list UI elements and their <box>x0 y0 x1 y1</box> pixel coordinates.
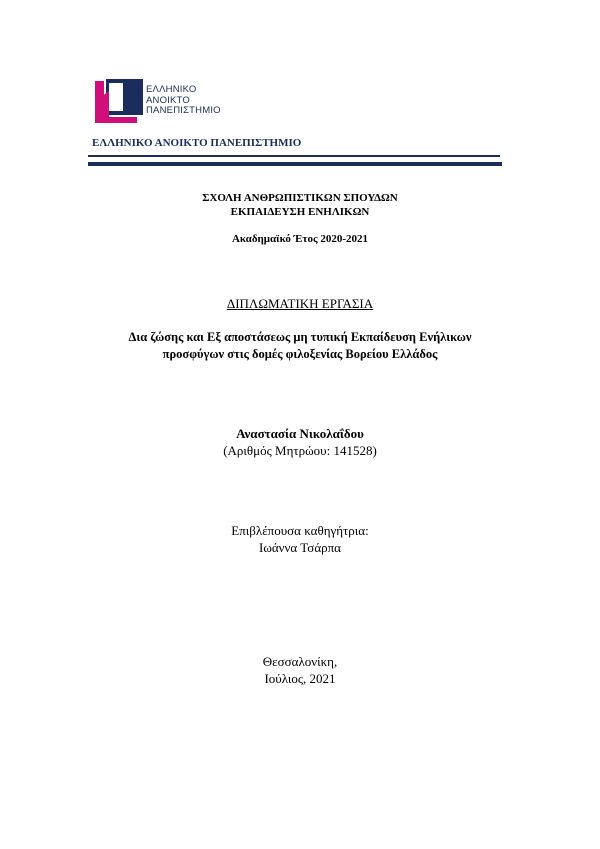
eap-logo-icon <box>95 77 145 125</box>
thesis-title-line-1: Δια ζώσης και Εξ αποστάσεως μη τυπική Εκπαίδευση Ενήλικων <box>128 330 472 344</box>
header-divider-thick <box>88 162 502 166</box>
supervisor-label: Επιβλέπουσα καθηγήτρια: <box>231 523 369 538</box>
author-name: Αναστασία Νικολαΐδου <box>236 426 364 441</box>
logo-line-2: ΑΝΟΙΚΤΟ <box>146 94 190 106</box>
academic-year: Ακαδημαϊκό Έτος 2020-2021 <box>231 233 369 245</box>
logo-wordmark <box>146 85 221 117</box>
logo-line-3: ΠΑΝΕΠΙΣΤΗΜΙΟ <box>146 105 221 116</box>
program-name: ΕΚΠΑΙΔΕΥΣΗ ΕΝΗΛΙΚΩΝ <box>230 206 370 218</box>
logo-line-1: ΕΛΛΗΝΙΚΟ <box>146 84 197 95</box>
thesis-title-line-2: προσφύγων στις δομές φιλοξενίας Βορείου Ελλάδος <box>162 347 438 361</box>
city: Θεσσαλονίκη, <box>262 654 338 669</box>
school-name: ΣΧΟΛΗ ΑΝΘΡΩΠΙΣΤΙΚΩΝ ΣΠΟΥΔΩΝ <box>202 192 398 204</box>
header-divider-thin <box>88 155 500 157</box>
university-name: ΕΛΛΗΝΙΚΟ ΑΝΟΙΚΤΟ ΠΑΝΕΠΙΣΤΗΜΙΟ <box>92 137 302 149</box>
date: Ιούλιος, 2021 <box>264 671 336 686</box>
supervisor-name: Ιωάννα Τσάρπα <box>258 540 341 555</box>
thesis-type: ΔΙΠΛΩΜΑΤΙΚΗ ΕΡΓΑΣΙΑ <box>226 296 374 311</box>
registration-number: (Αριθμός Μητρώου: 141528) <box>223 443 377 458</box>
